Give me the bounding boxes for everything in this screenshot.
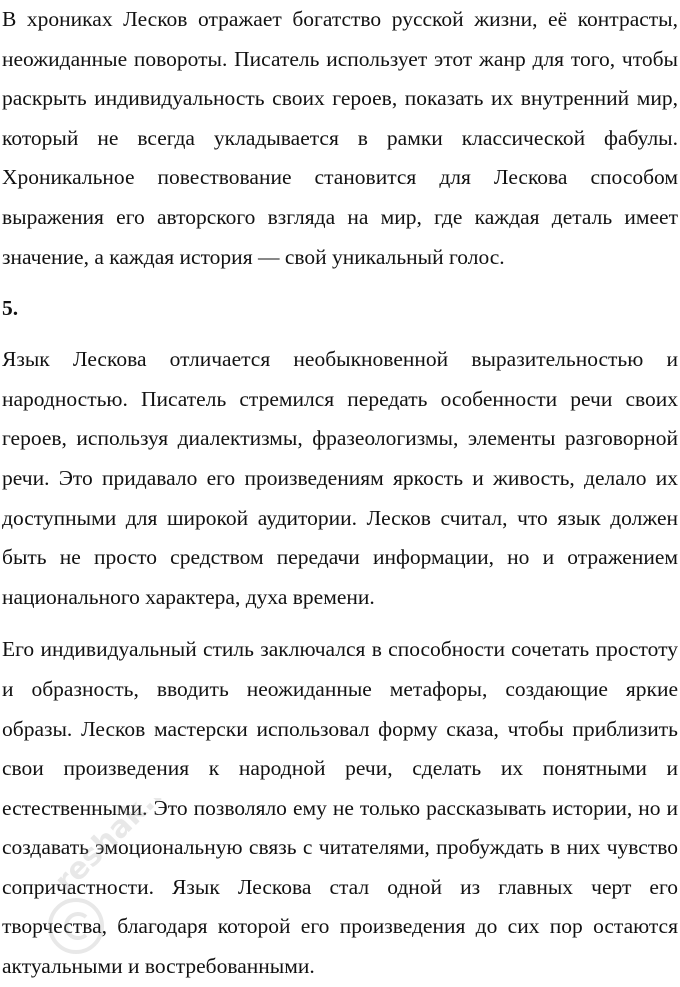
- paragraph-style: Его индивидуальный стиль заключался в способности сочетать простоту и образность, вводить неожиданные метафоры, создающие яркие образы. Лесков мастерски использовал форму сказа, чтобы приблизить свои произведения к народной речи, сделать их понятными и естественными. Это позволяло ему не только рассказывать истории, но и создавать эмоциональную связь с читателями, пробуждать в них чувство сопричастности. Язык Лескова стал одной из главных черт его творчества, благодаря которой его произведения до сих пор остаются актуальными и востребованными.: [2, 637, 678, 979]
- svg-text:reshak.ru: reshak.ru: [48, 798, 184, 900]
- paragraph-chronicles: В хрониках Лесков отражает богатство русской жизни, её контрасты, неожиданные повороты. Писатель использует этот жанр для того, чтобы раскрыть индивидуальность своих героев, показать их внутренний мир, который не всегда укладывается в рамки классической фабулы. Хроникальное повествование становится для Лескова способом выражения его авторского взгляда на мир, где каждая деталь имеет значение, а каждая история — свой уникальный голос.: [2, 7, 678, 269]
- section-number: 5.: [2, 296, 19, 321]
- paragraph-language: Язык Лескова отличается необыкновенной выразительностью и народностью. Писатель стремился передать особенности речи своих героев, используя диалектизмы, фразеологизмы, элементы разговорной речи. Это придавало его произведениям яркость и живость, делало их доступными для широкой аудитории. Лесков считал, что язык должен быть не просто средством передачи информации, но и отражением национального характера, духа времени.: [2, 347, 678, 609]
- document-page: [2, 0, 678, 987]
